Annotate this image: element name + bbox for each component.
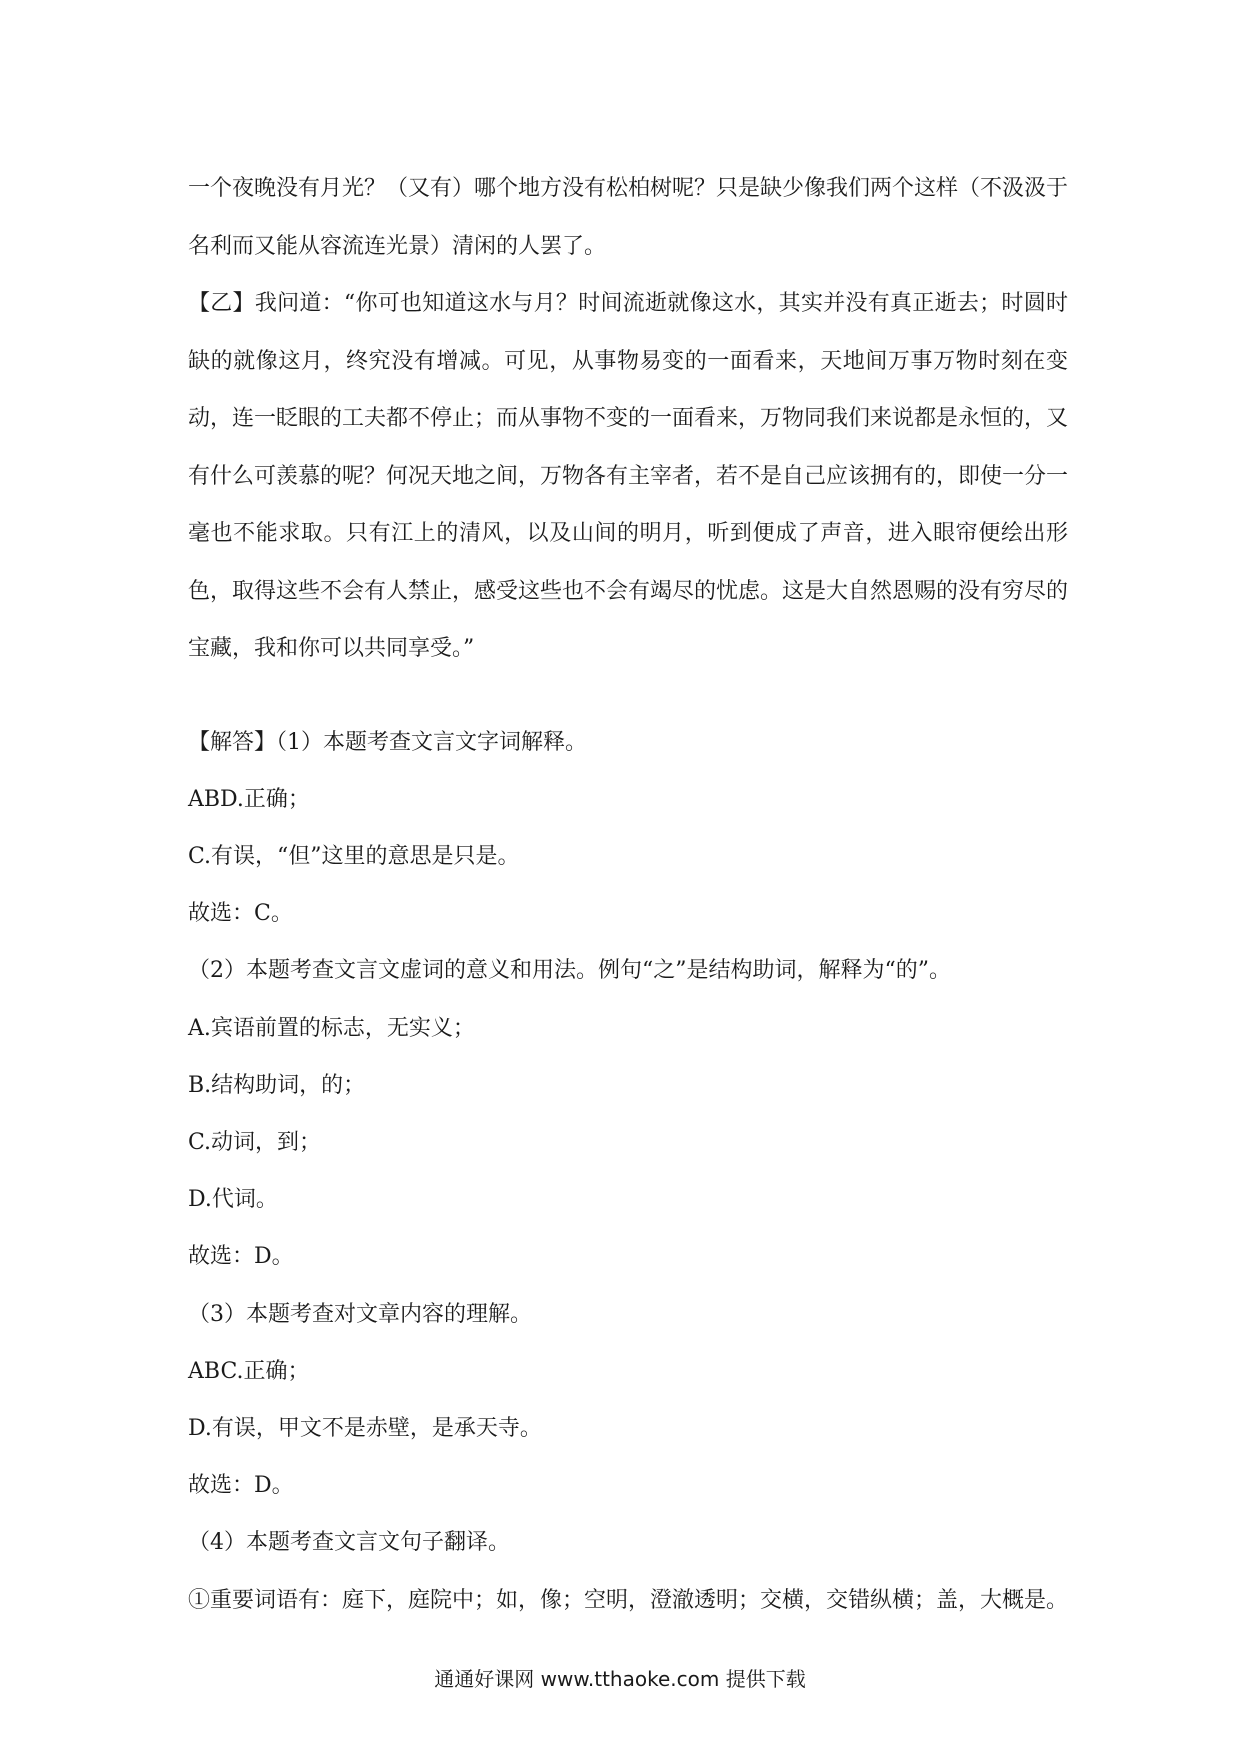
answer-line: （2）本题考查文言文虚词的意义和用法。例句“之”是结构助词，解释为“的”。	[188, 958, 951, 984]
section-gap	[188, 678, 1068, 714]
answer-section	[188, 714, 1068, 1629]
answer-line: B.结构助词，的；	[188, 1072, 366, 1098]
answer-line: 故选：D。	[188, 1244, 294, 1270]
answer-line: D.有误，甲文不是赤壁，是承天寺。	[188, 1415, 542, 1441]
document-body	[188, 160, 1068, 1629]
page-footer: 通通好课网 www.tthaoke.com 提供下载	[434, 1667, 806, 1691]
answer-line: （4）本题考查文言文句子翻译。	[188, 1530, 510, 1556]
answer-line: A.宾语前置的标志，无实义；	[188, 1015, 475, 1041]
answer-line: ABD.正确；	[188, 786, 310, 812]
answer-line: D.代词。	[188, 1187, 278, 1213]
answer-line: （3）本题考查对文章内容的理解。	[188, 1301, 532, 1327]
answer-line: ABC.正确；	[188, 1358, 310, 1384]
answer-line: ①重要词语有：庭下，庭院中；如，像；空明，澄澈透明；交横，交错纵横；盖，大概是。	[188, 1587, 1069, 1613]
passage-jia-translation: 一个夜晚没有月光？（又有）哪个地方没有松柏树呢？只是缺少像我们两个这样（不汲汲于名利而又能从容流连光景）清闲的人罢了。	[188, 176, 1069, 259]
answer-line: C.动词，到；	[188, 1129, 322, 1155]
answer-heading: 【解答】（1）本题考查文言文字词解释。	[188, 729, 587, 755]
answer-line: 故选：D。	[188, 1473, 294, 1499]
passage-yi-translation: 【乙】我问道：“你可也知道这水与月？时间流逝就像这水，其实并没有真正逝去；时圆时缺的就像这月，终究没有增减。可见，从事物易变的一面看来，天地间万事万物时刻在变动，连一眨眼的工夫都不停止；而从事物不变的一面看来，万物同我们来说都是永恒的，又有什么可羡慕的呢？何况天地之间，万物各有主宰者，若不是自己应该拥有的，即使一分一毫也不能求取。只有江上的清风，以及山间的明月，听到便成了声音，进入眼帘便绘出形色，取得这些不会有人禁止，感受这些也不会有竭尽的忧虑。这是大自然恩赐的没有穷尽的宝藏，我和你可以共同享受。”	[188, 291, 1069, 661]
answer-line: C.有误，“但”这里的意思是只是。	[188, 843, 520, 869]
answer-line: 故选：C。	[188, 901, 293, 927]
